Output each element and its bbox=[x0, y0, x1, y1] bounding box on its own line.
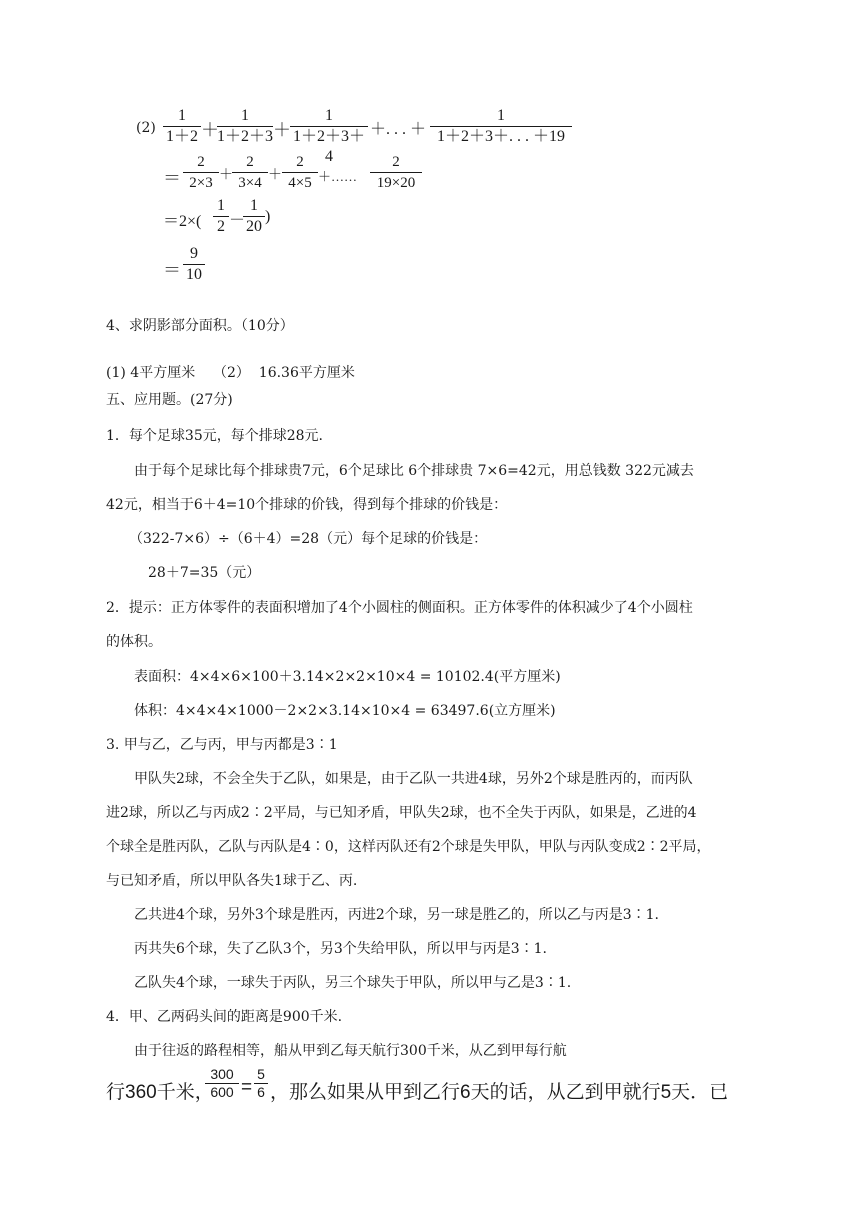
ellipsis: ＋…… bbox=[318, 169, 358, 184]
p2-title-cont: 的体积。 bbox=[106, 634, 162, 650]
equals-sign: ＝ bbox=[163, 260, 181, 280]
fraction: 1 2 bbox=[213, 196, 229, 237]
p1-line: 28＋7=35（元） bbox=[148, 565, 261, 581]
p1-title: 1．每个足球35元，每个排球28元. bbox=[106, 428, 323, 444]
expr-label: (2) bbox=[136, 120, 156, 136]
line3-prefix: ＝2×( bbox=[163, 213, 202, 230]
fraction: 1 1＋2＋3 bbox=[217, 107, 274, 145]
p1-line: 42元，相当于6＋4=10个排球的价钱，得到每个排球的价钱是： bbox=[106, 497, 508, 513]
p2-surface: 表面积：4×4×6×100＋3.14×2×2×10×4 = 10102.4(平方厘米) bbox=[134, 669, 561, 685]
p1-line: 由于每个足球比每个排球贵7元，6个足球比 6个排球贵 7×6=42元，用总钱数 322元减去 bbox=[134, 463, 694, 479]
fraction: 1 1＋2＋3＋4 bbox=[290, 106, 368, 167]
plus-sign: ＋ bbox=[201, 120, 219, 140]
fraction: 1 1＋2＋3＋. . . ＋19 bbox=[430, 106, 572, 147]
section5-heading: 五、应用题。(27分) bbox=[106, 392, 233, 408]
p4-big-prefix: 行360千米， bbox=[106, 1082, 214, 1103]
p3-line: 丙共失6个球，失了乙队3个，另3个失给甲队，所以甲与丙是3∶1. bbox=[134, 941, 547, 957]
p3-line: 个球全是胜丙队，乙队与丙队是4∶0，这样丙队还有2个球是失甲队，甲队与丙队变成2∶2平局， bbox=[106, 839, 711, 855]
p4-line: 由于往返的路程相等，船从甲到乙每天航行300千米，从乙到甲每行航 bbox=[134, 1043, 567, 1059]
minus-sign: － bbox=[229, 212, 246, 229]
close-paren: ) bbox=[265, 208, 271, 225]
p4-big-eq: = bbox=[241, 1077, 253, 1098]
p3-title: 3. 甲与乙，乙与丙，甲与丙都是3∶1 bbox=[106, 737, 338, 753]
p3-line: 进2球，所以乙与丙成2∶2平局，与已知矛盾，甲队失2球，也不全失于丙队，如果是，乙进的4 bbox=[106, 805, 697, 821]
plus-sign: ＋ bbox=[273, 120, 291, 140]
plus-sign: ＋ bbox=[268, 168, 282, 183]
fraction: 1 1＋2 bbox=[163, 106, 201, 147]
fraction: 2 19×20 bbox=[370, 152, 422, 193]
fraction: 5 6 bbox=[254, 1066, 268, 1101]
fraction: 9 10 bbox=[183, 244, 205, 285]
plus-sign: ＋ bbox=[219, 168, 233, 183]
p2-title: 2．提示：正方体零件的表面积增加了4个小圆柱的侧面积。正方体零件的体积减少了4个小圆柱 bbox=[106, 600, 693, 616]
p4-title: 4．甲、乙两码头间的距离是900千米. bbox=[106, 1009, 343, 1025]
p3-line: 乙队失4个球，一球失于丙队，另三个球失于甲队，所以甲与乙是3∶1. bbox=[134, 975, 572, 991]
fraction: 300 600 bbox=[205, 1066, 239, 1101]
p2-volume: 体积：4×4×4×1000－2×2×3.14×10×4 = 63497.6(立方厘米) bbox=[134, 703, 556, 719]
ellipsis-plus: ＋. . . ＋ bbox=[370, 121, 427, 138]
p4-big-suffix: ，那么如果从甲到乙行6天的话，从乙到甲就行5天．已 bbox=[270, 1082, 729, 1103]
equals-sign: ＝ bbox=[163, 168, 181, 188]
q4-answer: (1) 4平方厘米 （2） 16.36平方厘米 bbox=[106, 365, 355, 381]
fraction: 2 2×3 bbox=[183, 152, 219, 193]
q4-heading: 4、求阴影部分面积。（10分） bbox=[106, 318, 294, 334]
fraction: 2 3×4 bbox=[232, 152, 268, 193]
p3-line: 与已知矛盾，所以甲队各失1球于乙、丙. bbox=[106, 873, 358, 889]
fraction: 2 4×5 bbox=[282, 152, 318, 193]
p3-line: 乙共进4个球，另外3个球是胜丙，丙进2个球，另一球是胜乙的，所以乙与丙是3∶1. bbox=[134, 907, 659, 923]
fraction: 1 20 bbox=[243, 196, 265, 237]
p3-line: 甲队失2球，不会全失于乙队，如果是，由于乙队一共进4球，另外2个球是胜丙的，而丙队 bbox=[134, 771, 693, 787]
p1-line: （322-7×6）÷（6＋4）=28（元）每个足球的价钱是： bbox=[129, 531, 488, 547]
